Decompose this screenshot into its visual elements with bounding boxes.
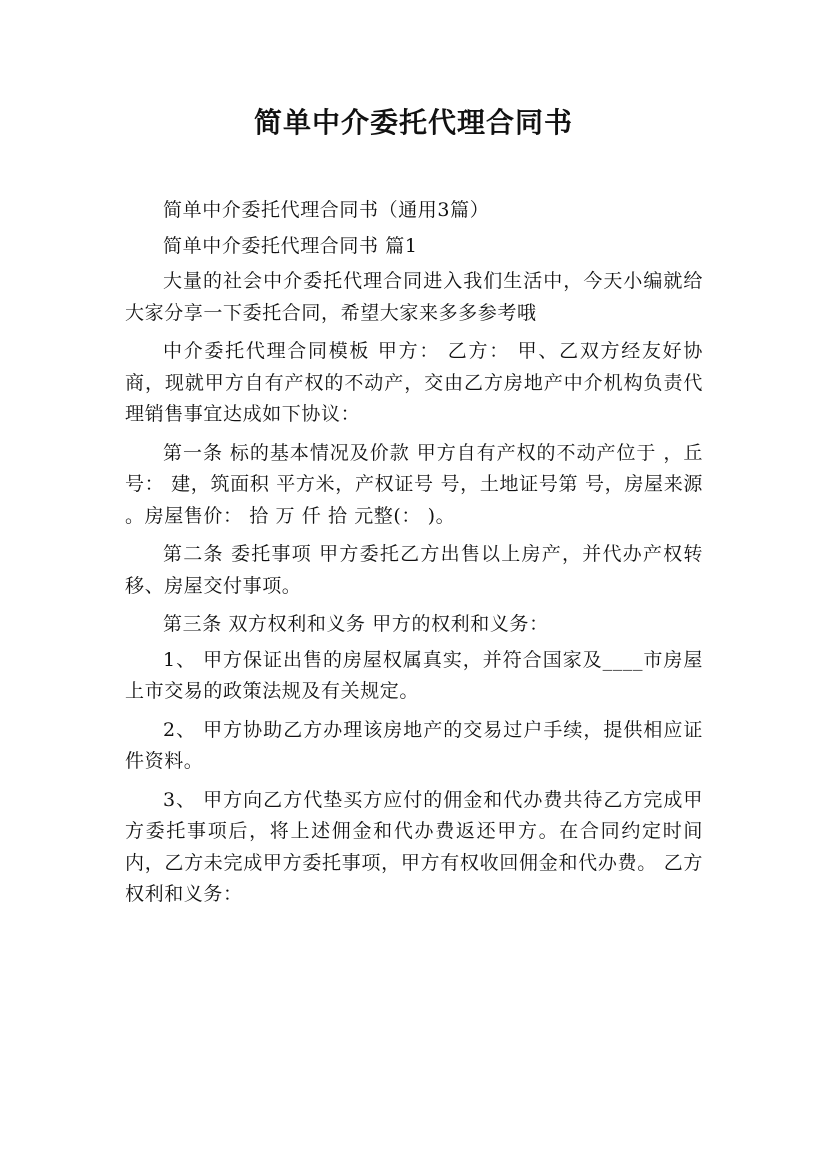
- paragraph-item-2: 2、 甲方协助乙方办理该房地产的交易过户手续，提供相应证件资料。: [125, 718, 703, 772]
- paragraph-article-1: 第一条 标的基本情况及价款 甲方自有产权的不动产位于 ，丘号： 建，筑面积 平方米，产权证号 号，土地证号第 号，房屋来源 。房屋售价： 拾 万 仟 拾 元整(： )。: [125, 441, 703, 527]
- paragraph-article-2: 第二条 委托事项 甲方委托乙方出售以上房产，并代办产权转移、房屋交付事项。: [125, 543, 703, 597]
- paragraph-item-1: 1、 甲方保证出售的房屋权属真实，并符合国家及____市房屋上市交易的政策法规及有关规定。: [125, 648, 703, 702]
- paragraph-item-3: 3、 甲方向乙方代垫买方应付的佣金和代办费共待乙方完成甲方委托事项后，将上述佣金和代办费返还甲方。在合同约定时间内，乙方未完成甲方委托事项，甲方有权收回佣金和代办费。 乙方权利和义务：: [125, 788, 703, 905]
- paragraph-template-preamble: 中介委托代理合同模板 甲方： 乙方： 甲、乙双方经友好协商，现就甲方自有产权的不动产，交由乙方房地产中介机构负责代理销售事宜达成如下协议：: [125, 340, 703, 425]
- paragraph-intro: 大量的社会中介委托代理合同进入我们生活中，今天小编就给大家分享一下委托合同，希望大家来多多参考哦: [125, 270, 703, 324]
- document-body: [125, 195, 703, 918]
- paragraph-article-heading: 简单中介委托代理合同书 篇1: [163, 234, 418, 257]
- paragraph-article-3: 第三条 双方权利和义务 甲方的权利和义务：: [163, 613, 549, 635]
- document-title: 简单中介委托代理合同书: [253, 106, 573, 139]
- paragraph-collection-heading: 简单中介委托代理合同书（通用3篇）: [163, 199, 490, 221]
